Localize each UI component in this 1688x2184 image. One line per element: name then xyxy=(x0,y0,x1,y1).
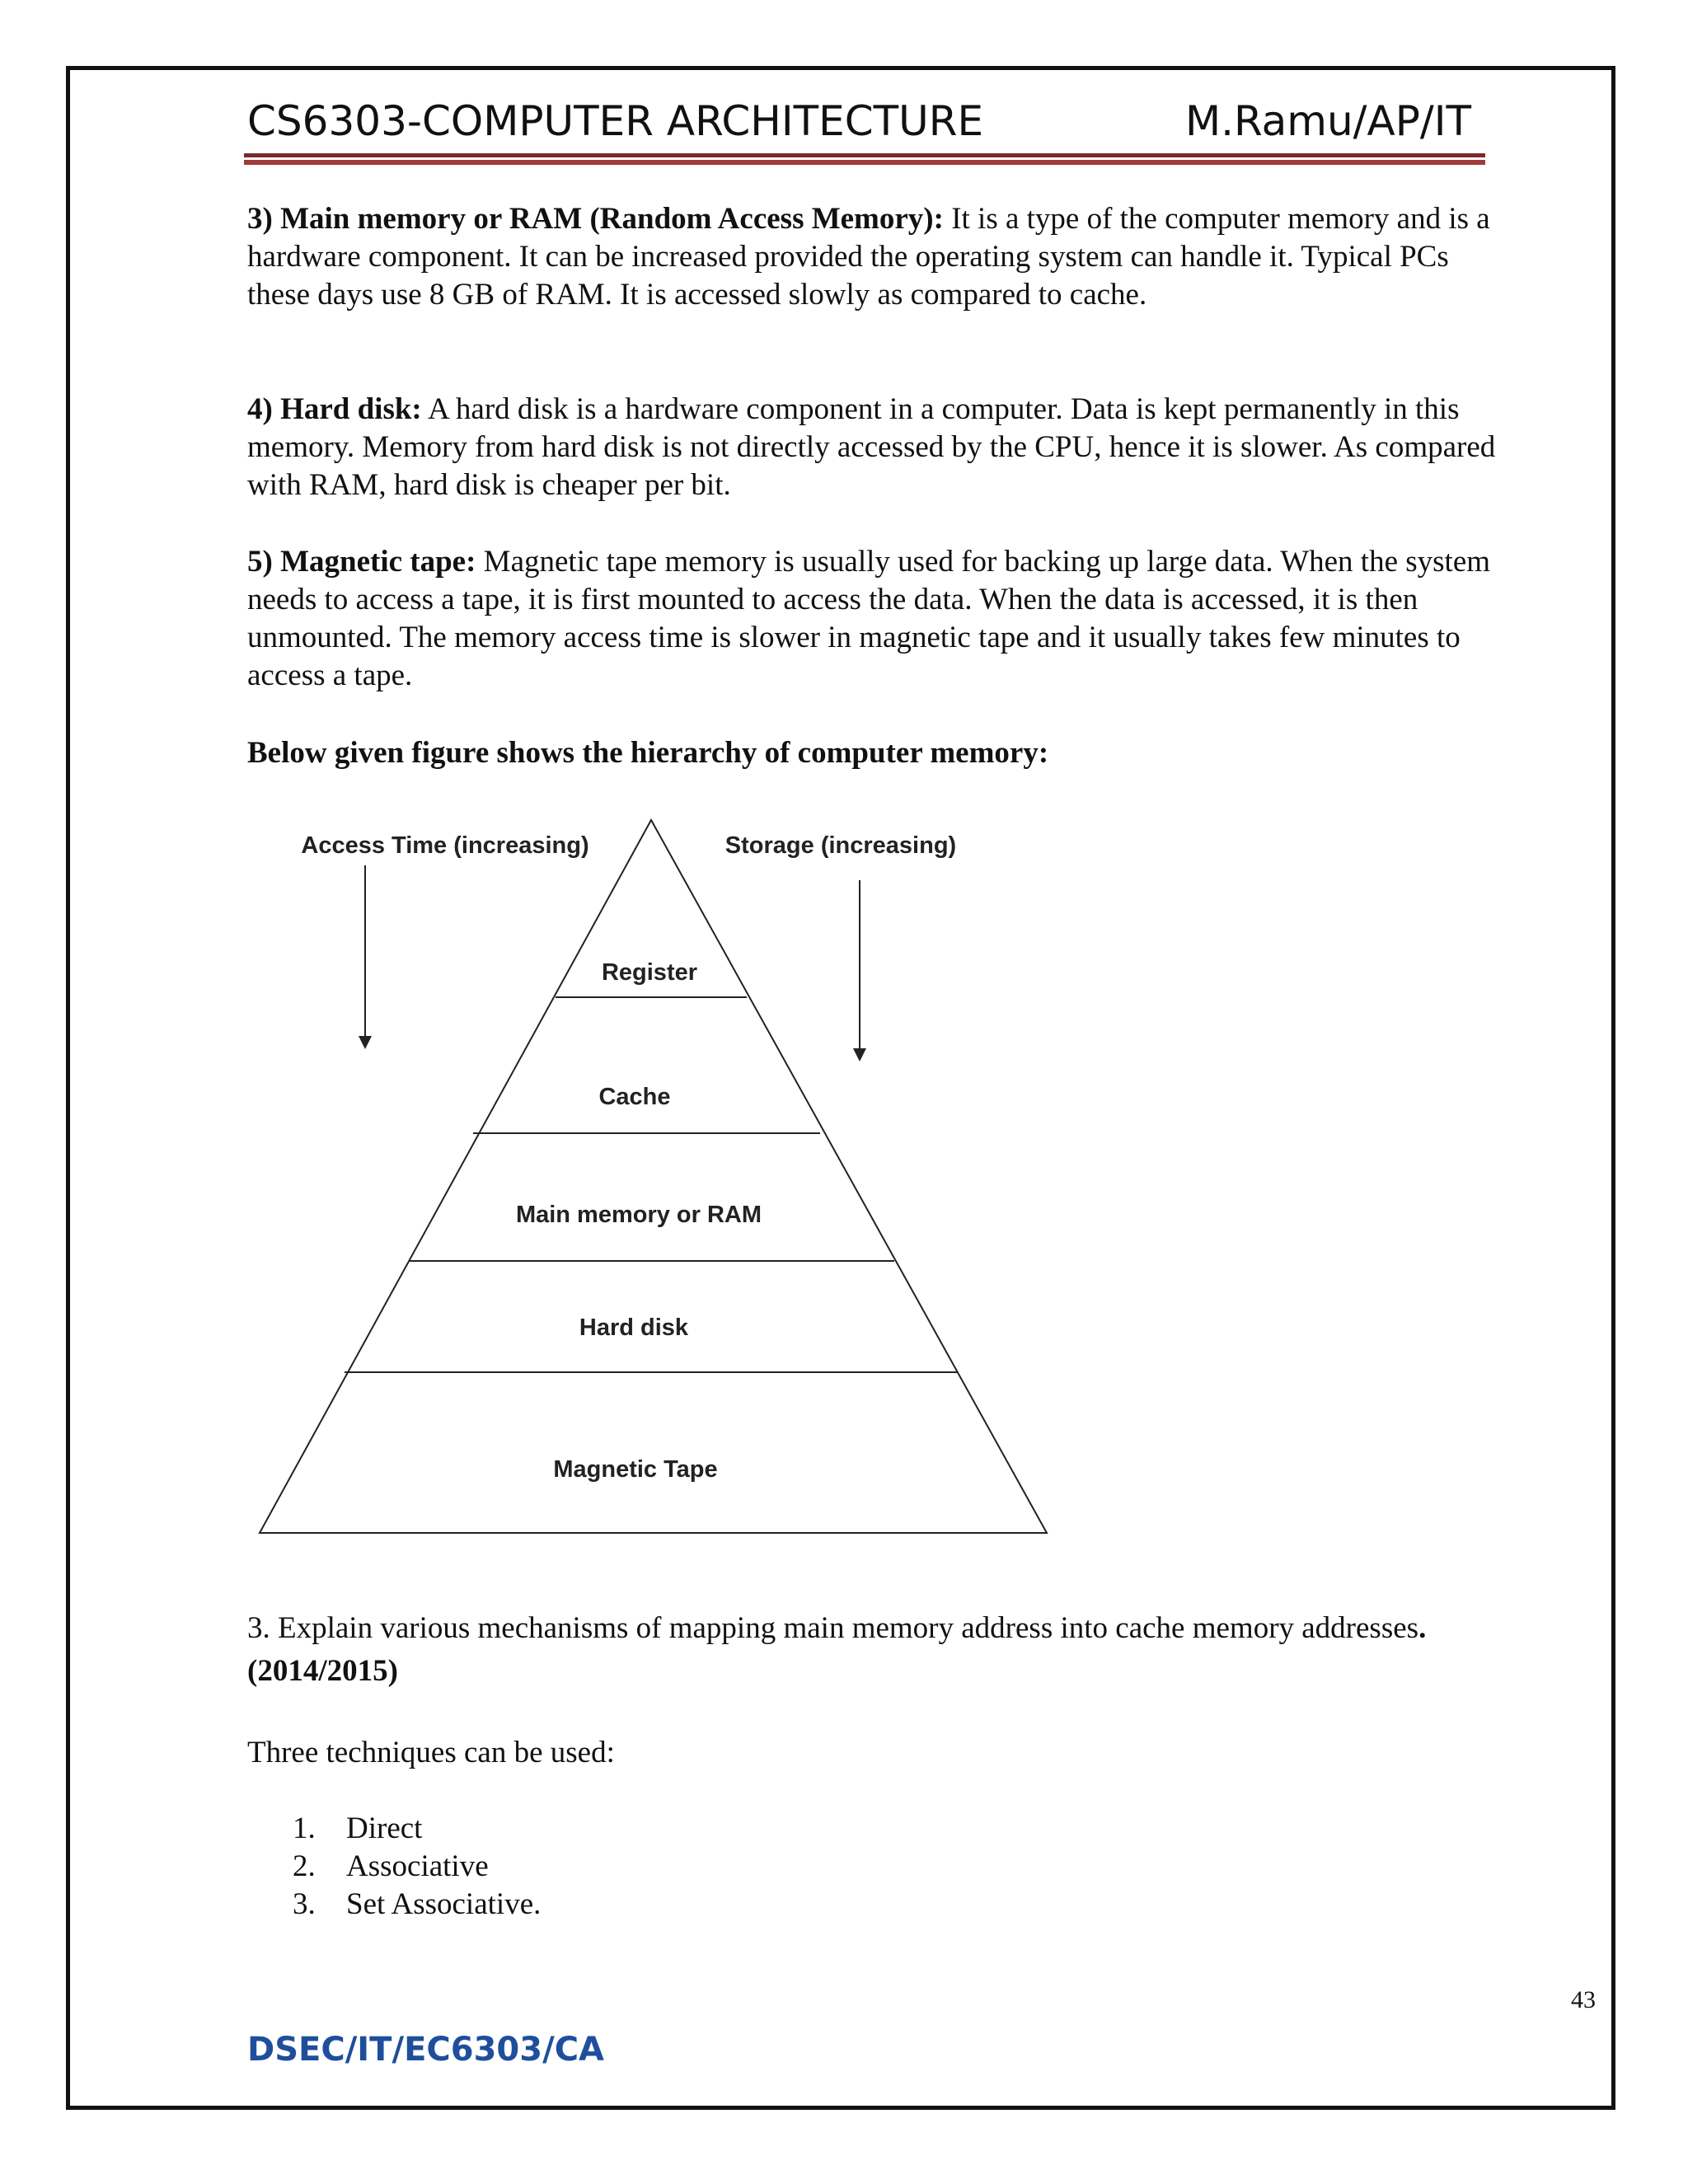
section-magnetic-tape xyxy=(247,543,1500,695)
list-label: Set Associative. xyxy=(346,1887,542,1921)
access-time-arrow-head xyxy=(359,1036,372,1049)
footer-code: DSEC/IT/EC6303/CA xyxy=(247,2031,605,2069)
list-label: Associative xyxy=(346,1849,489,1883)
author-tag: M.Ramu/AP/IT xyxy=(1184,97,1471,145)
level-hard-disk: Hard disk xyxy=(579,1315,689,1341)
figure-caption: Below given figure shows the hierarchy of computer memory: xyxy=(247,736,1049,770)
section-text: A hard disk is a hardware component in a computer. Data is kept permanently in this memory. Memory from hard disk is not directly accessed by the CPU, hence it is slower. As compared with RAM, hard disk is cheaper per bit. xyxy=(247,392,1496,502)
techniques-intro: Three techniques can be used: xyxy=(247,1736,615,1769)
storage-arrow-head xyxy=(853,1048,866,1062)
question-year: .(2014/2015) xyxy=(247,1611,1427,1688)
section-hard-disk xyxy=(247,391,1500,504)
section-main-memory xyxy=(247,200,1500,314)
list-item xyxy=(293,1848,541,1886)
question-3 xyxy=(247,1607,1500,1693)
level-main-memory: Main memory or RAM xyxy=(515,1202,762,1228)
question-text: 3. Explain various mechanisms of mapping main memory address into cache memory addresses xyxy=(247,1611,1419,1645)
header-rule xyxy=(244,153,1485,157)
level-magnetic-tape: Magnetic Tape xyxy=(553,1456,718,1483)
list-label: Direct xyxy=(346,1811,423,1845)
page-number: 43 xyxy=(1571,1986,1596,2013)
list-number: 2. xyxy=(293,1849,316,1883)
section-title: 4) Hard disk: xyxy=(247,392,422,426)
section-title: 5) Magnetic tape: xyxy=(247,545,476,579)
course-title: CS6303-COMPUTER ARCHITECTURE xyxy=(247,97,984,145)
access-time-label: Access Time (increasing) xyxy=(301,832,589,859)
list-number: 1. xyxy=(293,1811,316,1845)
section-text: It is a type of the computer memory and is a hardware component. It can be increased provided the operating system can handle it. Typical PCs these days use 8 GB of RAM. It is accessed slowly as compared to cache. xyxy=(247,202,1490,312)
level-register: Register xyxy=(601,959,698,986)
list-item xyxy=(293,1886,541,1924)
section-text: Magnetic tape memory is usually used for backing up large data. When the system needs to access a tape, it is first mounted to access the data. When the data is accessed, it is then unmounted. The memory access time is slower in magnetic tape and it usually takes few minutes to access a tape. xyxy=(247,545,1491,692)
storage-label: Storage (increasing) xyxy=(724,832,957,859)
list-number: 3. xyxy=(293,1887,316,1921)
list-item xyxy=(293,1810,541,1848)
level-cache: Cache xyxy=(598,1084,671,1110)
techniques-list xyxy=(293,1810,541,1924)
memory-hierarchy-figure xyxy=(247,812,1071,1537)
section-title: 3) Main memory or RAM (Random Access Memory): xyxy=(247,202,944,236)
pyramid-outline xyxy=(260,820,1047,1533)
header-rule-accent xyxy=(244,160,1485,165)
